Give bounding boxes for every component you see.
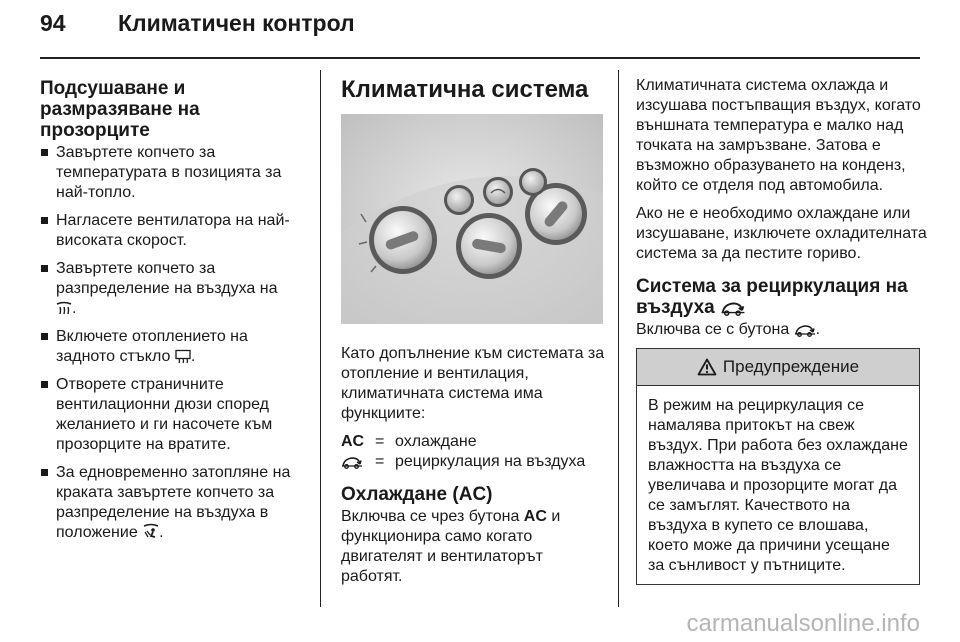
- cooling-heading: Охлаждане (AC): [341, 484, 493, 505]
- footwell-windshield-icon: [142, 523, 159, 540]
- climate-paragraph-1: Климатичната система охлажда и изсушава постъпващия въздух, когато външната температура е малко над точката на замръзване. Затова е възможно образуването на конденз, който се отделя под автомобила.: [636, 77, 921, 194]
- warning-box: [636, 348, 920, 585]
- column-divider-right: [618, 70, 619, 607]
- climate-system-heading: Климатична система: [341, 76, 589, 103]
- rear-window-heating-icon: [175, 349, 191, 364]
- left-column: [40, 68, 308, 551]
- climate-intro: Като допълнение към системата за отопление и вентилация, климатичната система има функциите:: [341, 345, 605, 422]
- defrost-heading: Подсушаване и размразяване на прозорците: [40, 78, 200, 141]
- list-item: За едновременно затопляне на краката завъртете копчето за разпределение на въздуха в положение .: [40, 463, 308, 543]
- recirculation-text: Включва се с бутона .: [636, 321, 821, 338]
- recirculation-icon: [720, 300, 746, 316]
- warning-title: Предупреждение: [722, 357, 860, 376]
- warning-triangle-icon: [697, 358, 717, 376]
- list-item: Нагласете вентилатора на най-високата скорост.: [40, 211, 308, 251]
- cooling-text: Включва се чрез бутона AC и функционира само когато двигателят и вентилаторът работят.: [341, 508, 561, 585]
- ac-key: AC: [341, 433, 365, 450]
- warning-header: [637, 349, 919, 386]
- climate-control-panel-photo: [341, 114, 603, 324]
- list-item: Отворете страничните вентилационни дюзи според желанието и ги насочете към прозорците на вратите.: [40, 375, 308, 455]
- windshield-defrost-icon: [56, 300, 72, 316]
- page-header: [40, 10, 355, 37]
- table-row: = рециркулация на въздуха: [341, 452, 585, 472]
- list-item: Включете отоплението на задното стъкло .: [40, 327, 308, 367]
- header-rule: [40, 57, 920, 59]
- list-item: Завъртете копчето за разпределение на въздуха на .: [40, 259, 308, 319]
- climate-paragraph-2: Ако не е необходимо охлаждане или изсушаване, изключете охладителната система за да пестите гориво.: [636, 205, 927, 262]
- recirculation-heading: Система за рециркулация на въздуха: [636, 276, 908, 318]
- watermark: carmanualsonline.info: [686, 610, 920, 637]
- chapter-title: Климатичен контрол: [118, 10, 355, 36]
- recirculation-icon: [341, 455, 363, 469]
- table-row: AC = охлаждане: [341, 433, 477, 450]
- right-column: [636, 68, 931, 585]
- defrost-steps: [40, 143, 308, 543]
- recirculation-icon: [794, 323, 816, 337]
- column-divider-left: [320, 70, 321, 607]
- warning-body: В режим на рециркулация се намалява притокът на свеж въздух. При работа без охлаждане влажността на въздуха се увеличава и прозорците могат да се замъглят. Качеството на въздуха в купето се влошава, което може да причини усещане за сънливост у пътниците.: [648, 397, 908, 574]
- function-table: [341, 432, 585, 472]
- list-item: Завъртете копчето за температурата в позицията за най-топло.: [40, 143, 308, 203]
- page-number: 94: [40, 10, 66, 36]
- middle-column: [341, 68, 606, 595]
